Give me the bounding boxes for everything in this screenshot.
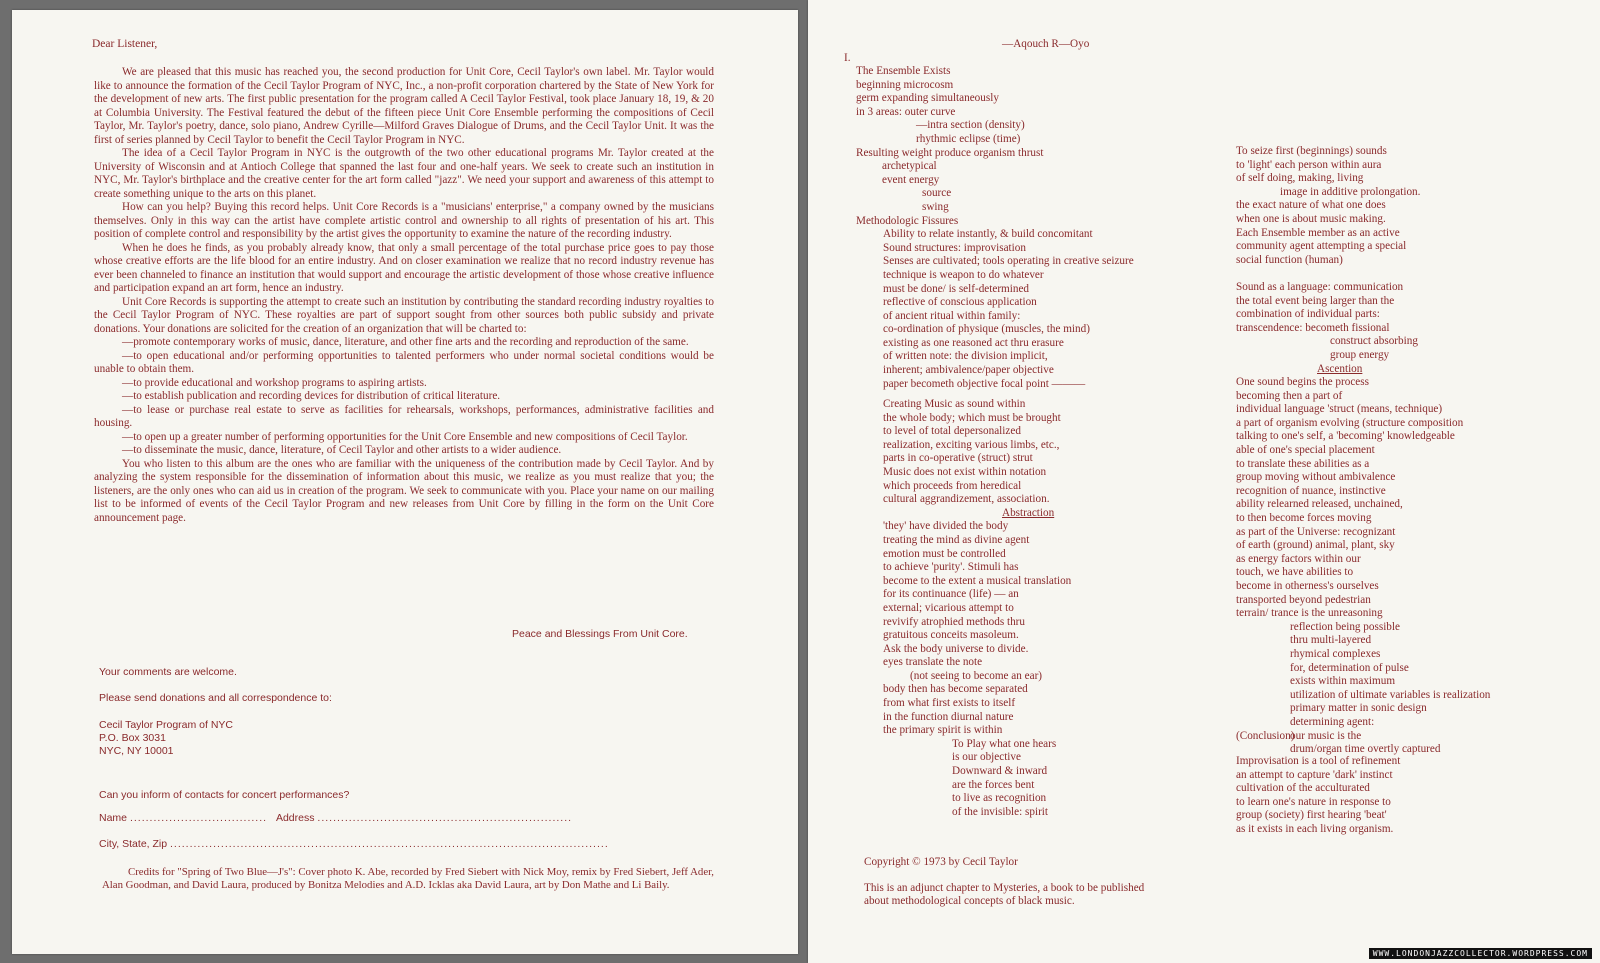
poem-line: of written note: the division implicit, xyxy=(883,350,1048,363)
address-line-1: Cecil Taylor Program of NYC xyxy=(99,719,234,731)
poem-line: as part of the Universe: recognizant xyxy=(1236,525,1396,538)
poem-line: reflective of conscious application xyxy=(883,296,1037,309)
poem-line: Downward & inward xyxy=(952,765,1048,778)
poem-line: which proceeds from heredical xyxy=(883,479,1022,492)
poem-line: of ancient ritual within family: xyxy=(883,309,1021,322)
address-line-2: P.O. Box 3031 xyxy=(99,732,166,744)
name-field[interactable]: ................................... xyxy=(129,812,268,824)
poem-line: talking to one's self, a 'becoming' knowledgeable xyxy=(1236,430,1455,443)
poem-line: body then has become separated xyxy=(883,683,1028,696)
poem-title: —Aqouch R—Oyo xyxy=(1002,38,1090,50)
poem-line: transcendence: becometh fissional xyxy=(1236,321,1390,334)
poem-line: social function (human) xyxy=(1236,253,1343,266)
poem-line: in the function diurnal nature xyxy=(883,710,1014,723)
poem-line: To seize first (beginnings) sounds xyxy=(1236,145,1387,157)
poem-line: touch, we have abilities to xyxy=(1236,566,1354,579)
send-to-note: Please send donations and all correspondence to: xyxy=(99,692,332,704)
poem-line: Ask the body universe to divide. xyxy=(883,642,1029,655)
poem-line: the whole body; which must be brought xyxy=(883,411,1061,424)
poem-line: our music is the xyxy=(1290,729,1362,742)
poem-line: drum/organ time overtly captured xyxy=(1290,743,1441,756)
poem-line: thru multi-layered xyxy=(1290,634,1372,647)
poem-line: paper becometh objective focal point ——— xyxy=(883,377,1086,390)
conclusion-label: (Conclusion) xyxy=(1236,730,1295,742)
poem-line: group energy xyxy=(1330,348,1390,361)
poem-line: to level of total depersonalized xyxy=(883,425,1021,438)
watermark: WWW.LONDONJAZZCOLLECTOR.WORDPRESS.COM xyxy=(1369,948,1592,959)
poem-line: are the forces bent xyxy=(952,778,1035,791)
poem-line: of earth (ground) animal, plant, sky xyxy=(1236,539,1395,552)
poem-line: become to the extent a musical translation xyxy=(883,574,1072,587)
poem-line: individual language 'struct (means, technique) xyxy=(1236,403,1443,416)
poem-line: technique is weapon to do whatever xyxy=(883,268,1044,281)
conclusion-line: cultivation of the acculturated xyxy=(1236,782,1370,795)
conclusion-line: Improvisation is a tool of refinement xyxy=(1236,755,1401,767)
letter-paragraph: —to disseminate the music, dance, literature, of Cecil Taylor and other artists to a wider audience. xyxy=(122,444,562,456)
signoff: Peace and Blessings From Unit Core. xyxy=(512,628,688,640)
poem-line: determining agent: xyxy=(1290,715,1375,728)
letter-paragraph: You who listen to this album are the ones who are familiar with the uniqueness of the contribution made by Cecil Taylor. And by analyzing the system responsible for the dissemination of information about this music, we realize as you must realize that you; the listeners, are the only ones who can aid us in creation of the program. We seek to communicate with you. Place your name on our mailing list to be informed of events of the Cecil Taylor Program and new releases from Unit Core by filling in the form on the Unit Core announcement page. xyxy=(94,457,714,524)
letter-page xyxy=(12,10,798,954)
poem-line: of self doing, making, living xyxy=(1236,172,1364,185)
poem-line: utilization of ultimate variables is realization xyxy=(1290,688,1491,701)
letter-paragraph: —to provide educational and workshop programs to aspiring artists. xyxy=(122,376,427,389)
city-field[interactable]: ................................................................................................................ xyxy=(170,838,609,850)
poem-line: revivify atrophied methods thru xyxy=(883,615,1025,628)
credits: Credits for "Spring of Two Blue—J's": Cover photo K. Abe, recorded by Fred Siebert with Nick Moy, remix by Fred Siebert, Jeff Ader, Alan Goodman, and David Laura, produced by Bonitza Melodies and A.D. Icklas aka David Laura, art by Don Mathe and Li Baily. xyxy=(102,866,714,891)
poem-line: primary matter in sonic design xyxy=(1290,702,1427,715)
poem-line: recognition of nuance, instinctive xyxy=(1236,484,1386,497)
poem-line: construct absorbing xyxy=(1330,335,1418,348)
poem-line: Methodologic Fissures xyxy=(856,214,959,227)
poem-line: to achieve 'purity'. Stimuli has xyxy=(883,561,1019,574)
letter-paragraph: Unit Core Records is supporting the attempt to create such an institution by contributing the standard recording industry royalties to the Cecil Taylor Program of NYC. These royalties are part of support sought from other sources both public subsidy and private donations. Your donations are solicited for the creation of an organization that will be charted to: xyxy=(94,295,714,335)
poem-line: transported beyond pedestrian xyxy=(1236,593,1371,606)
note-line-2: about methodological concepts of black music. xyxy=(864,895,1075,907)
poem-line: Sound as a language: communication xyxy=(1236,280,1404,293)
poem-line: able of one's special placement xyxy=(1236,444,1375,457)
poem-line: to translate these abilities as a xyxy=(1236,457,1370,470)
poem-line: Creating Music as sound within xyxy=(883,398,1026,410)
poem-right-column xyxy=(1236,145,1490,757)
poem-line: Ascention xyxy=(1317,362,1363,375)
poem-line: The Ensemble Exists xyxy=(856,65,951,77)
conclusion-line: an attempt to capture 'dark' instinct xyxy=(1236,768,1393,781)
letter-paragraph: —to establish publication and recording devices for distribution of critical literature. xyxy=(122,390,501,402)
salutation: Dear Listener, xyxy=(92,38,158,50)
letter-paragraph: —to open educational and/or performing opportunities to talented performers who under normal societal conditions would be unable to obtain them. xyxy=(94,349,714,375)
letter-paragraph: —to lease or purchase real estate to serve as facilities for rehearsals, workshops, performances, administrative facilities and housing. xyxy=(94,403,714,429)
poem-line: combination of individual parts: xyxy=(1236,308,1380,321)
note-line-1: This is an adjunct chapter to Mysteries, a book to be published xyxy=(864,882,1145,894)
poem-line: of the invisible: spirit xyxy=(952,805,1049,818)
poem-line: the exact nature of what one does xyxy=(1236,199,1386,212)
poem-line: from what first exists to itself xyxy=(883,697,1016,710)
poem-line: archetypical xyxy=(882,160,937,173)
poem-line: One sound begins the process xyxy=(1236,376,1369,389)
poem-left-column-2 xyxy=(856,398,1071,819)
poem-line: germ expanding simultaneously xyxy=(856,92,999,105)
poem-line: Resulting weight produce organism thrust xyxy=(856,146,1044,159)
poem-line: ability relearned released, unchained, xyxy=(1236,498,1403,511)
poem-line: treating the mind as divine agent xyxy=(883,533,1030,546)
poem-line: for its continuance (life) — an xyxy=(883,588,1019,601)
poem-line: when one is about music making. xyxy=(1236,212,1386,225)
poem-line: the total event being larger than the xyxy=(1236,294,1395,307)
letter-paragraph: When he does he finds, as you probably already know, that only a small percentage of the total purchase price goes to pay those whose creative efforts are the life blood for an entire industry. And on closer examination we realize that no record industry revenue has ever been channeled to finance an institution that would support and encourage the artistic development of those whose creative influence and participation expand an art form, hence an industry. xyxy=(94,241,714,294)
poem-line: exists within maximum xyxy=(1290,675,1396,688)
letter-paragraph: We are pleased that this music has reached you, the second production for Unit Core, Cecil Taylor's own label. Mr. Taylor would like to announce the formation of the Cecil Taylor Program of NYC, Inc., a non-profit corporation chartered by the State of New York for the development of new arts. The first public presentation for the program called A Cecil Taylor Festival, took place January 18, 19, & 20 at Columbia University. The Festival featured the debut of the fifteen piece Unit Core Ensemble performing the compositions of Cecil Taylor, Mr. Taylor's poetry, dance, solo piano, Andrew Cyrille—Milford Graves Dialogue of Drums, and the Cecil Taylor Unit. It was the first of series planned by Cecil Taylor to benefit the Cecil Taylor Program in NYC. xyxy=(94,66,714,146)
poem-line: group moving without ambivalence xyxy=(1236,471,1396,484)
poem-line: 'they' have divided the body xyxy=(883,520,1009,533)
poem-line: image in additive prolongation. xyxy=(1280,185,1421,198)
poem-line xyxy=(1236,267,1490,281)
poem-line: source xyxy=(922,187,952,200)
poem-line: must be done/ is self-determined xyxy=(883,282,1030,295)
copyright: Copyright © 1973 by Cecil Taylor xyxy=(864,856,1018,868)
poem-line: —intra section (density) xyxy=(916,119,1025,132)
poem-line: the primary spirit is within xyxy=(883,724,1003,737)
poem-line: for, determination of pulse xyxy=(1290,661,1409,674)
poem-line: rhythmic eclipse (time) xyxy=(916,132,1021,145)
poem-line: as energy factors within our xyxy=(1236,552,1361,565)
comments-note: Your comments are welcome. xyxy=(99,666,237,678)
address-field[interactable]: ................................................................. xyxy=(317,812,573,824)
poem-line: eyes translate the note xyxy=(883,656,983,669)
poem-line: event energy xyxy=(882,173,940,186)
poem-line: to then become forces moving xyxy=(1236,512,1372,525)
conclusion-block xyxy=(1236,755,1400,837)
poem-line: terrain/ trance is the unreasoning xyxy=(1236,607,1383,620)
form-name-row[interactable] xyxy=(99,812,572,824)
poem-line: becoming then a part of xyxy=(1236,389,1343,402)
poem-line: to live as recognition xyxy=(952,792,1047,805)
poem-left-column xyxy=(856,65,1134,391)
conclusion-line: group (society) first hearing 'beat' xyxy=(1236,809,1387,822)
name-label: Name xyxy=(99,812,128,824)
letter-paragraph: —to open up a greater number of performing opportunities for the Unit Core Ensemble and new compositions of Cecil Taylor. xyxy=(122,430,688,443)
poem-line: beginning microcosm xyxy=(856,78,954,91)
conclusion-line: as it exists in each living organism. xyxy=(1236,822,1394,835)
poem-line: Each Ensemble member as an active xyxy=(1236,226,1400,239)
poem-line: rhymical complexes xyxy=(1290,647,1381,660)
poem-line: parts in co-operative (struct) strut xyxy=(883,452,1033,465)
poem-line: gratuitous conceits masoleum. xyxy=(883,629,1019,642)
poem-line: community agent attempting a special xyxy=(1236,240,1407,253)
poem-line: Ability to relate instantly, & build concomitant xyxy=(883,228,1093,241)
poem-line: external; vicarious attempt to xyxy=(883,601,1014,614)
poem-line: in 3 areas: outer curve xyxy=(856,105,956,118)
address-label: Address xyxy=(275,812,315,824)
poem-line: swing xyxy=(922,200,949,213)
poem-line: Music does not exist within notation xyxy=(883,465,1047,478)
poem-line: realization, exciting various limbs, etc., xyxy=(883,438,1060,451)
poem-line: become in otherness's ourselves xyxy=(1236,580,1379,592)
letter-body xyxy=(94,66,714,525)
poem-line: emotion must be controlled xyxy=(883,547,1006,560)
poem-line: To Play what one hears xyxy=(952,737,1057,750)
poem-line: Senses are cultivated; tools operating in creative seizure xyxy=(883,255,1134,268)
poem-line: cultural aggrandizement, association. xyxy=(883,493,1050,506)
address-line-3: NYC, NY 10001 xyxy=(99,745,174,757)
poem-line: Sound structures: improvisation xyxy=(883,241,1026,254)
city-label: City, State, Zip xyxy=(99,838,168,850)
letter-paragraph: How can you help? Buying this record helps. Unit Core Records is a "musicians' enterprise," a company owned by the musicians themselves. Only in this way can the artist have complete artistic control and ownership to all rights of presentation of his art. This position of complete control and responsibility by the artist gives the opportunity to examine the nature of the recording industry. xyxy=(94,201,714,240)
letter-paragraph: The idea of a Cecil Taylor Program in NYC is the outgrowth of the two other educational programs Mr. Taylor created at the University of Wisconsin and at Antioch College that spanned the last four and one-half years. We seek to create such an institution in NYC, Mr. Taylor's birthplace and the creative center for the art form called "jazz". We need your support and awareness of this attempt to create something unique to the arts on this planet. xyxy=(94,147,714,200)
poem-line: inherent; ambivalence/paper objective xyxy=(883,364,1054,377)
poem-line: reflection being possible xyxy=(1290,620,1400,633)
poem-page xyxy=(808,0,1600,963)
poem-line: a part of organism evolving (structure composition xyxy=(1236,416,1464,429)
poem-line: co-ordination of physique (muscles, the mind) xyxy=(883,323,1090,336)
poem-line: Abstraction xyxy=(1002,506,1055,519)
conclusion-line: to learn one's nature in response to xyxy=(1236,795,1391,808)
section-numeral: I. xyxy=(844,52,851,64)
concert-question: Can you inform of contacts for concert performances? xyxy=(99,789,350,801)
poem-line: is our objective xyxy=(952,751,1021,764)
poem-line: existing as one reasoned act thru erasure xyxy=(883,336,1064,349)
form-city-row[interactable] xyxy=(99,838,609,850)
letter-paragraph: —promote contemporary works of music, dance, literature, and other fine arts and the recording and reproduction of the same. xyxy=(122,336,689,348)
poem-line: (not seeing to become an ear) xyxy=(910,669,1043,682)
poem-line: to 'light' each person within aura xyxy=(1236,158,1382,171)
